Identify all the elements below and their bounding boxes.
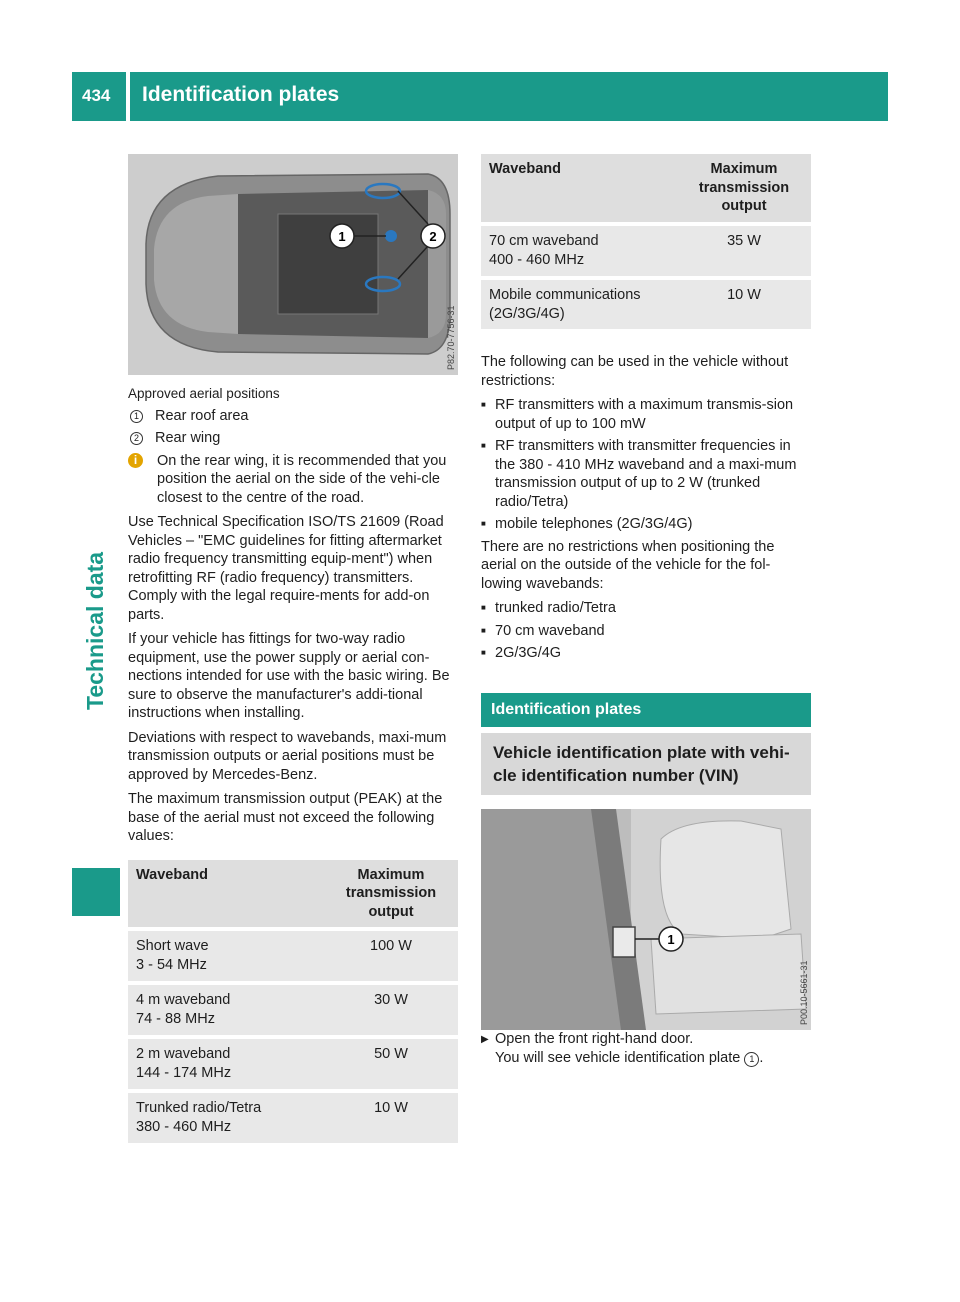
inline-marker: 1 [744,1052,759,1067]
band-range: (2G/3G/4G) [489,305,565,322]
figure-code: P82.70-7756-31 [446,305,456,370]
left-column [128,154,458,1143]
band-name: 4 m waveband [136,992,231,1008]
table-row [128,931,458,981]
table-row [128,985,458,1035]
instruction-step [481,1030,811,1067]
paragraph: Deviations with respect to wavebands, maxi-mum transmission outputs or aerial positions must be approved by Mercedes-Benz. [128,729,447,783]
page-title: Identification plates [142,83,340,106]
figure-code: P00.10-5661-31 [799,960,809,1025]
table-row [481,280,811,329]
section-heading: Identification plates [481,693,811,728]
band-output: 30 W [324,985,458,1035]
info-note [128,452,458,508]
info-note-text: On the rear wing, it is recommended that you position the aerial on the side of the vehi-cle closest to the centre of the road. [157,452,447,506]
transmission-table [128,860,458,1144]
bullet-item: ■ RF transmitters with a maximum transmis-sion output of up to 100 mW [481,396,811,433]
table-header-output: Maximum transmission output [677,154,811,222]
band-output: 35 W [677,226,811,276]
band-name: 70 cm waveband [489,233,599,249]
paragraph: There are no restrictions when positioning the aerial on the outside of the vehicle for the fol-lowing wavebands: [481,538,775,592]
paragraph: The following can be used in the vehicle without restrictions: [481,354,789,389]
bullet-item: ■ 70 cm waveband [481,622,811,641]
vin-plate [613,927,635,957]
band-name: Mobile communications [489,287,641,303]
paragraph: The maximum transmission output (PEAK) at the base of the aerial must not exceed the following values: [128,791,443,844]
band-output: 100 W [324,931,458,981]
transmission-table-continued [481,154,811,329]
car-top-view-illustration [128,154,458,375]
table-row [481,226,811,276]
band-output: 10 W [324,1093,458,1143]
vin-plate-figure [481,809,811,1030]
door-pillar-illustration [481,809,811,1030]
chapter-tab-label: Technical data [82,551,108,710]
legend-text: Rear roof area [155,407,249,424]
band-range: 400 - 460 MHz [489,251,585,268]
marker-2-label: 2 [429,229,437,244]
figure-caption: Approved aerial positions [128,386,280,401]
band-range: 74 - 88 MHz [136,1010,215,1027]
aerial-positions-figure [128,154,458,375]
paragraph: Use Technical Specification ISO/TS 21609 (Road Vehicles – "EMC guidelines for fitting aftermarket radio frequency transmitting equip-ment") when retrofitting RF (radio frequency) transmitters. Comply with the legal require-ments for add-on parts. [128,514,444,623]
band-range: 3 - 54 MHz [136,956,207,973]
marker-1-label: 1 [667,932,675,947]
right-column [481,154,811,1073]
result-end: . [759,1049,764,1066]
table-row [128,1039,458,1089]
chapter-tab-marker [72,868,120,916]
paragraph: If your vehicle has fittings for two-way radio equipment, use the power supply or aerial con-nections intended for use with the basic wiring. Be sure to observe the manufacturer's addi-tional instructions when installing. [128,631,450,721]
bullet-item: ■ 2G/3G/4G [481,644,811,663]
header-separator [126,72,130,121]
legend-text: Rear wing [155,430,221,446]
step-text: Open the front right-hand door. [495,1031,694,1047]
info-icon: i [128,453,143,468]
bullet-item: ■ RF transmitters with transmitter frequencies in the 380 - 410 MHz waveband and a maxi-mum transmission output of up to 2 W (trunked radio/Tetra) [481,437,811,511]
legend-number: 1 [130,410,143,423]
result-text: You will see vehicle identification plate [495,1049,745,1066]
legend-item [128,429,458,448]
table-row [128,1093,458,1143]
table-header-output: Maximum transmission output [324,860,458,928]
band-range: 380 - 460 MHz [136,1118,232,1135]
table-header-waveband: Waveband [128,860,324,928]
band-output: 50 W [324,1039,458,1089]
page-number: 434 [82,86,111,105]
bullet-item: ■ mobile telephones (2G/3G/4G) [481,515,811,534]
page-header [72,72,888,121]
band-name: Short wave [136,938,209,954]
band-range: 144 - 174 MHz [136,1064,232,1081]
band-name: 2 m waveband [136,1046,231,1062]
band-name: Trunked radio/Tetra [136,1100,262,1116]
legend-number: 2 [130,432,143,445]
bullet-item: ■ trunked radio/Tetra [481,599,811,618]
subsection-heading: Vehicle identification plate with vehi-cle identification number (VIN) [481,733,811,795]
marker-1-label: 1 [338,229,346,244]
table-header-waveband: Waveband [481,154,677,222]
legend-item [128,407,458,426]
band-output: 10 W [677,280,811,329]
